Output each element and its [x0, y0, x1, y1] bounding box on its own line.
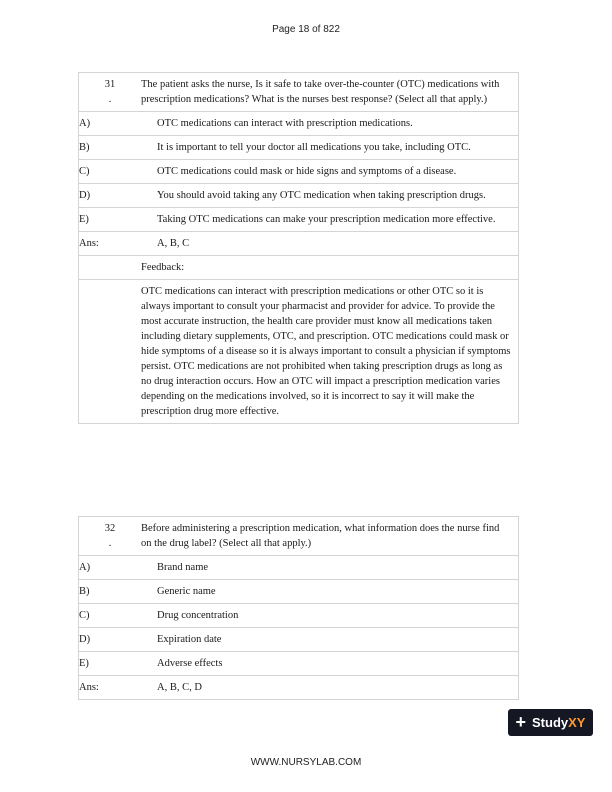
option-text: You should avoid taking any OTC medication when taking prescription drugs.: [141, 184, 519, 208]
option-row: [79, 580, 519, 604]
question-31-table: [78, 72, 519, 424]
option-letter: A): [79, 556, 142, 580]
option-row: [79, 160, 519, 184]
plus-icon: +: [515, 712, 527, 732]
option-letter: E): [79, 208, 142, 232]
option-row: [79, 652, 519, 676]
option-text: Taking OTC medications can make your prescription medication more effective.: [141, 208, 519, 232]
option-text: Adverse effects: [141, 652, 519, 676]
question-number: 32: [104, 523, 116, 534]
option-letter: A): [79, 112, 142, 136]
option-letter: D): [79, 628, 142, 652]
option-text: Brand name: [141, 556, 519, 580]
site-footer: WWW.NURSYLAB.COM: [250, 757, 362, 768]
option-row: [79, 556, 519, 580]
option-row: [79, 112, 519, 136]
question-number-dot: .: [108, 538, 112, 549]
brand-name: Study: [532, 715, 569, 730]
option-letter: B): [79, 580, 142, 604]
option-letter: D): [79, 184, 142, 208]
answer-label: Ans:: [79, 676, 142, 700]
studyxy-badge[interactable]: [508, 709, 593, 736]
question-row: [79, 517, 519, 556]
option-text: Expiration date: [141, 628, 519, 652]
option-text: OTC medications can interact with prescription medications.: [141, 112, 519, 136]
option-row: [79, 184, 519, 208]
option-letter: C): [79, 160, 142, 184]
option-letter: B): [79, 136, 142, 160]
question-row: [79, 73, 519, 112]
feedback-row: [79, 280, 519, 424]
answer-row: [79, 232, 519, 256]
option-letter: E): [79, 652, 142, 676]
question-number-dot: .: [108, 94, 112, 105]
answer-value: A, B, C: [141, 232, 519, 256]
question-number: 31: [104, 79, 116, 90]
answer-row: [79, 676, 519, 700]
answer-label: Ans:: [79, 232, 142, 256]
question-stem: The patient asks the nurse, Is it safe to take over-the-counter (OTC) medications with prescription medications? What is the nurses best response? (Select all that apply.): [141, 73, 519, 112]
question-32-table: [78, 516, 519, 700]
option-row: [79, 136, 519, 160]
feedback-label-row: [79, 256, 519, 280]
question-stem: Before administering a prescription medication, what information does the nurse find on the drug label? (Select all that apply.): [141, 517, 519, 556]
option-row: [79, 208, 519, 232]
option-text: Drug concentration: [141, 604, 519, 628]
option-row: [79, 604, 519, 628]
option-text: Generic name: [141, 580, 519, 604]
brand-name-accent: XY: [568, 715, 586, 730]
option-text: It is important to tell your doctor all medications you take, including OTC.: [141, 136, 519, 160]
option-letter: C): [79, 604, 142, 628]
page-number: Page 18 of 822: [272, 24, 340, 35]
answer-value: A, B, C, D: [141, 676, 519, 700]
feedback-label: Feedback:: [141, 256, 519, 280]
option-text: OTC medications could mask or hide signs and symptoms of a disease.: [141, 160, 519, 184]
option-row: [79, 628, 519, 652]
feedback-text: OTC medications can interact with prescription medications or other OTC so it is always important to consult your pharmacist and provider for advice. To provide the most accurate instruction, the health care provider must know all medications taken including dietary supplements, OTC, and prescription. OTC medications could mask or hide symptoms of a disease so it is always important to consult a physician if symptoms persist. OTC medications are not prohibited when taking prescription drugs as long as no drug interaction occurs. How an OTC will impact a prescription medication varies depending on the medications involved, so it is incorrect to say it will make the prescription drug more effective.: [141, 280, 519, 424]
